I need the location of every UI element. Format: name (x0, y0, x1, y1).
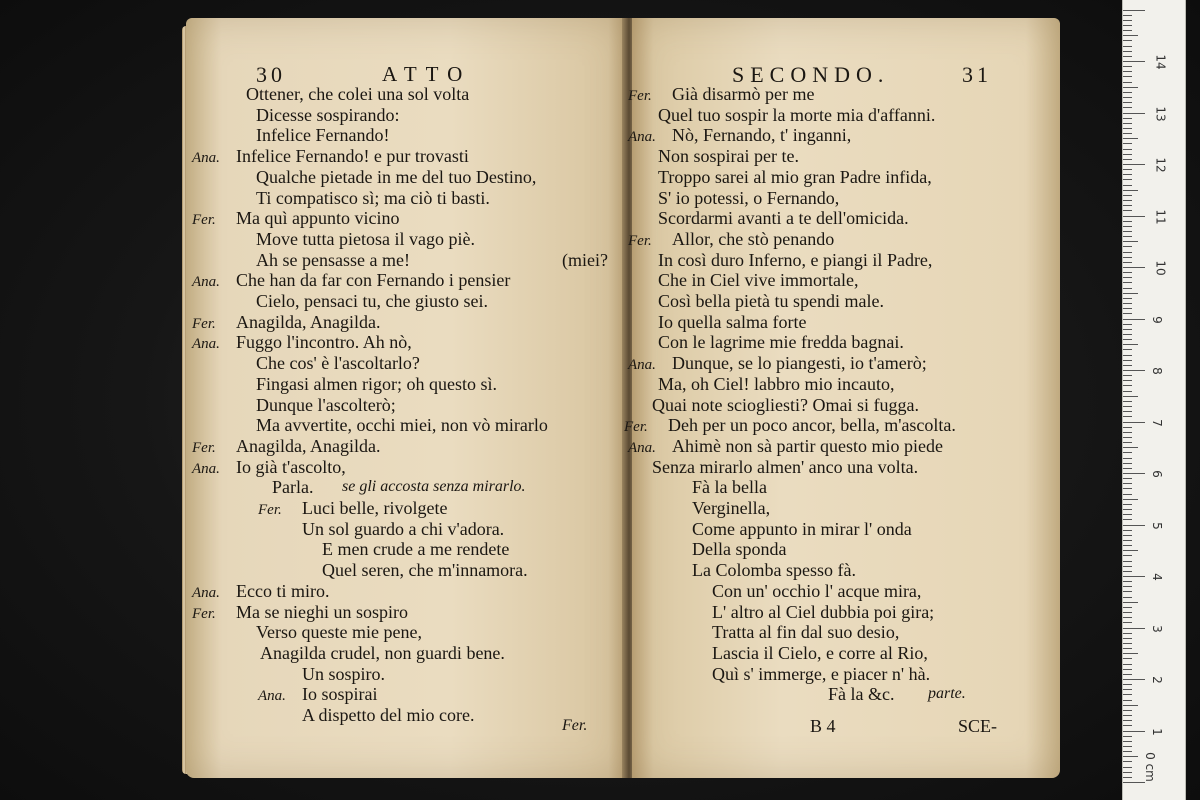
ruler-tick (1123, 40, 1132, 41)
ruler-tick (1123, 87, 1138, 88)
ruler-tick (1123, 416, 1132, 417)
right-verse-line: Fà la &c. (828, 684, 895, 705)
ruler-tick (1123, 154, 1132, 155)
left-verse-line: E men crude a me rendete (322, 539, 510, 560)
ruler-number: 11 (1153, 208, 1168, 225)
signature-mark: B 4 (810, 716, 836, 736)
right-verse-line: In così duro Inferno, e piangi il Padre, (658, 249, 933, 270)
left-page (186, 18, 626, 778)
ruler-tick (1123, 133, 1132, 134)
ruler-tick (1123, 123, 1132, 124)
ruler-tick (1123, 324, 1132, 325)
ruler-number: 12 (1153, 157, 1168, 173)
ruler-tick (1123, 463, 1132, 464)
ruler-tick (1123, 617, 1132, 618)
right-page-number: 31 (962, 62, 992, 87)
right-verse-line: Quel tuo sospir la morte mia d'affanni. (658, 104, 936, 125)
ruler-tick (1123, 679, 1145, 680)
ruler-tick (1123, 653, 1138, 654)
ruler-tick (1123, 658, 1132, 659)
ruler-tick (1123, 628, 1145, 629)
ruler-tick (1123, 715, 1132, 716)
ruler-tick (1123, 236, 1132, 237)
ruler-number: 3 (1149, 624, 1164, 633)
left-verse-line: Fuggo l'incontro. Ah nò, (236, 332, 412, 353)
ruler-tick (1123, 190, 1138, 191)
ruler-tick (1123, 46, 1132, 47)
left-speaker: Ana. (192, 150, 220, 167)
ruler-tick (1123, 746, 1132, 747)
right-verse-line: Allor, che stò penando (672, 228, 835, 249)
ruler-tick (1123, 174, 1132, 175)
ruler-tick (1123, 777, 1132, 778)
ruler-tick (1123, 401, 1132, 402)
left-speaker: Fer. (192, 212, 216, 229)
right-verse-line: Deh per un poco ancor, bella, m'ascolta. (668, 415, 956, 436)
ruler-tick (1123, 252, 1132, 253)
ruler-tick (1123, 241, 1138, 242)
ruler-number: 9 (1149, 315, 1164, 324)
left-verse-overflow: (miei? (562, 249, 608, 270)
ruler-tick (1123, 143, 1132, 144)
ruler-tick (1123, 427, 1132, 428)
ruler-tick (1123, 293, 1138, 294)
left-verse-line: Anagilda crudel, non guardi bene. (260, 642, 505, 663)
ruler-number: 7 (1149, 418, 1164, 427)
ruler-tick (1123, 499, 1138, 500)
ruler-tick (1123, 164, 1145, 165)
ruler-tick (1123, 452, 1132, 453)
left-speaker: Fer. (192, 605, 216, 622)
ruler-tick (1123, 566, 1132, 567)
left-page-number: 30 (256, 62, 286, 87)
ruler-tick (1123, 751, 1132, 752)
left-speaker: Ana. (192, 460, 220, 477)
left-verse-line: Dunque l'ascolterò; (256, 394, 396, 415)
ruler-tick (1123, 406, 1132, 407)
ruler-tick (1123, 530, 1132, 531)
ruler-tick (1123, 210, 1132, 211)
ruler-tick (1123, 514, 1132, 515)
left-verse-line: Un sol guardo a chi v'adora. (302, 518, 505, 539)
ruler-number: 2 (1149, 676, 1164, 684)
ruler-tick (1123, 97, 1132, 98)
ruler-tick (1123, 761, 1132, 762)
right-verse-line: Non sospirai per te. (658, 146, 799, 167)
ruler-tick (1123, 581, 1132, 582)
ruler-tick (1123, 262, 1132, 263)
ruler-tick (1123, 689, 1132, 690)
ruler-tick (1123, 555, 1132, 556)
ruler-tick (1123, 282, 1132, 283)
right-speaker: Fer. (628, 232, 652, 249)
ruler-tick (1123, 107, 1132, 108)
left-speaker: Ana. (192, 584, 220, 601)
ruler-tick (1123, 246, 1132, 247)
ruler-tick (1123, 741, 1132, 742)
right-verse-line: Con un' occhio l' acque mira, (712, 580, 922, 601)
ruler-number: 1 (1149, 727, 1164, 736)
right-verse-line: Verginella, (692, 498, 771, 518)
ruler-tick (1123, 92, 1132, 93)
ruler-number: 6 (1149, 470, 1164, 478)
ruler-tick (1123, 550, 1138, 551)
left-speaker: Fer. (192, 439, 216, 456)
ruler-tick (1123, 303, 1132, 304)
ruler-tick (1123, 257, 1132, 258)
left-verse-line: Un sospiro. (302, 663, 386, 684)
right-verse-line: Come appunto in mirar l' onda (692, 518, 912, 539)
ruler-tick (1123, 411, 1132, 412)
ruler-tick (1123, 365, 1132, 366)
ruler-tick (1123, 10, 1145, 11)
ruler-tick (1123, 267, 1145, 268)
ruler-tick (1123, 720, 1132, 721)
left-catchword: Fer. (562, 717, 588, 734)
ruler-tick (1123, 432, 1132, 433)
ruler-tick (1123, 694, 1132, 695)
ruler-tick (1123, 607, 1132, 608)
ruler-tick (1123, 519, 1132, 520)
left-running-head: ATTO (382, 62, 472, 86)
ruler-tick (1123, 767, 1132, 768)
right-verse-line: Quai note sciogliesti? Omai si fugga. (652, 394, 919, 415)
left-verse-line: Parla. (272, 477, 314, 498)
ruler-tick (1123, 277, 1132, 278)
ruler-tick (1123, 437, 1132, 438)
ruler-tick (1123, 360, 1132, 361)
right-verse-line: Scordarmi avanti a te dell'omicida. (658, 208, 909, 229)
ruler-tick (1123, 705, 1138, 706)
ruler-tick (1123, 772, 1132, 773)
ruler-tick (1123, 319, 1145, 320)
ruler-tick (1123, 179, 1132, 180)
left-stage-direction: se gli accosta senza mirarlo. (342, 478, 526, 496)
ruler-tick (1123, 638, 1132, 639)
ruler-tick (1123, 25, 1132, 26)
right-verse-line: Che in Ciel vive immortale, (658, 270, 859, 291)
right-verse-line: Della sponda (692, 539, 787, 560)
ruler-tick (1123, 329, 1132, 330)
ruler-tick (1123, 216, 1145, 217)
left-verse-line: Verso queste mie pene, (256, 622, 422, 643)
ruler-tick (1123, 422, 1145, 423)
left-verse-line: Infelice Fernando! (256, 125, 390, 146)
left-speaker: Ana. (192, 274, 220, 291)
left-verse-line: Qualche pietade in me del tuo Destino, (256, 166, 537, 187)
ruler-tick (1123, 736, 1132, 737)
ruler-tick (1123, 633, 1132, 634)
right-verse-line: Senza mirarlo almen' anco una volta. (652, 456, 919, 477)
left-verse-line: Cielo, pensaci tu, che giusto sei. (256, 291, 488, 311)
ruler-tick (1123, 458, 1132, 459)
left-verse-line: Anagilda, Anagilda. (236, 435, 381, 456)
ruler-tick (1123, 468, 1132, 469)
left-verse-line: Ah se pensasse a me! (256, 249, 410, 270)
ruler-tick (1123, 272, 1132, 273)
ruler-tick (1123, 396, 1138, 397)
ruler-tick (1123, 118, 1132, 119)
left-verse-line: Anagilda, Anagilda. (236, 311, 381, 332)
ruler-tick (1123, 586, 1132, 587)
ruler-tick (1123, 385, 1132, 386)
ruler-tick (1123, 185, 1132, 186)
open-book (186, 18, 1060, 780)
ruler-tick (1123, 298, 1132, 299)
ruler-tick (1123, 61, 1145, 62)
right-verse-line: Fà la bella (692, 477, 767, 498)
ruler-tick (1123, 308, 1132, 309)
ruler-tick (1123, 380, 1132, 381)
ruler-tick (1123, 561, 1132, 562)
left-speaker: Ana. (192, 336, 220, 353)
ruler-number: 14 (1153, 54, 1168, 70)
left-verse-line: Ottener, che colei una sol volta (246, 84, 470, 104)
ruler-tick (1123, 344, 1138, 345)
right-verse-line: Troppo sarei al mio gran Padre infida, (658, 166, 932, 187)
left-verse-line: Quel seren, che m'innamora. (322, 560, 528, 581)
right-speaker: Fer. (628, 88, 652, 104)
right-verse-line: Con le lagrime mie fredda bagnai. (658, 332, 904, 353)
left-verse-line: A dispetto del mio core. (302, 705, 475, 725)
left-verse-line: Dicesse sospirando: (256, 104, 400, 125)
left-verse-line: Ma quì appunto vicino (236, 208, 400, 229)
ruler-tick (1123, 571, 1132, 572)
right-catchword: SCE- (958, 716, 998, 736)
left-verse-line: Ma se nieghi un sospiro (236, 601, 408, 622)
left-verse-line: Infelice Fernando! e pur trovasti (236, 146, 469, 167)
right-verse-line: Ma, oh Ciel! labbro mio incauto, (658, 373, 895, 394)
ruler-tick (1123, 51, 1132, 52)
right-verse-line: Nò, Fernando, t' inganni, (672, 125, 852, 146)
left-verse-line: Move tutta pietosa il vago piè. (256, 228, 475, 249)
ruler-number: 5 (1149, 521, 1164, 530)
ruler-tick (1123, 504, 1132, 505)
ruler-tick (1123, 782, 1145, 783)
left-verse-line: Ecco ti miro. (236, 580, 330, 601)
right-verse-line: Lascia il Cielo, e corre al Rio, (712, 642, 928, 663)
ruler-tick (1123, 56, 1132, 57)
ruler-tick (1123, 648, 1132, 649)
ruler-tick (1123, 525, 1145, 526)
right-verse-line: L' altro al Ciel dubbia poi gira; (712, 601, 935, 622)
ruler-tick (1123, 684, 1132, 685)
right-speaker: Ana. (628, 439, 656, 456)
ruler-tick (1123, 612, 1132, 613)
ruler-tick (1123, 138, 1138, 139)
ruler-tick (1123, 391, 1132, 392)
ruler-tick (1123, 226, 1132, 227)
ruler-tick (1123, 355, 1132, 356)
ruler-tick (1123, 288, 1132, 289)
ruler-tick (1123, 473, 1145, 474)
ruler-tick (1123, 622, 1132, 623)
right-verse-line: Tratta al fin dal suo desio, (712, 622, 900, 643)
ruler-tick (1123, 200, 1132, 201)
ruler-tick (1123, 149, 1132, 150)
right-speaker: Ana. (628, 129, 656, 146)
ruler-tick (1123, 700, 1132, 701)
left-verse-line: Ti compatisco sì; ma ciò ti basti. (256, 187, 490, 208)
right-verse-line: Già disarmò per me (672, 84, 815, 104)
right-speaker: Fer. (624, 419, 648, 436)
ruler-tick (1123, 102, 1132, 103)
ruler-tick (1123, 159, 1132, 160)
right-verse-line: Dunque, se lo piangesti, io t'amerò; (672, 353, 927, 374)
ruler-tick (1123, 15, 1132, 16)
right-verse-line: Ahimè non sà partir questo mio piede (672, 435, 943, 456)
ruler-tick (1123, 442, 1132, 443)
measuring-ruler (1122, 0, 1186, 800)
ruler-tick (1123, 128, 1132, 129)
ruler-number: 13 (1153, 105, 1168, 122)
ruler-tick (1123, 447, 1138, 448)
ruler-tick (1123, 169, 1132, 170)
left-verse-line: Ma avvertite, occhi miei, non vò mirarlo (256, 415, 548, 436)
ruler-tick (1123, 76, 1132, 77)
ruler-tick (1123, 231, 1132, 232)
ruler-tick (1123, 71, 1132, 72)
right-verse-line: Così bella pietà tu spendi male. (658, 291, 884, 311)
left-verse-line: Io già t'ascolto, (236, 456, 346, 477)
left-verse-line: Fingasi almen rigor; oh questo sì. (256, 373, 497, 394)
ruler-tick (1123, 540, 1132, 541)
right-verse-line: S' io potessi, o Fernando, (658, 187, 840, 208)
ruler-unit-label: 0 cm (1142, 752, 1157, 782)
right-stage-direction: parte. (928, 685, 966, 703)
ruler-tick (1123, 313, 1132, 314)
right-verse-line: Quì s' immerge, e piacer n' hà. (712, 663, 931, 684)
ruler-tick (1123, 113, 1145, 114)
ruler-tick (1123, 509, 1132, 510)
left-speaker: Fer. (192, 315, 216, 332)
ruler-tick (1123, 375, 1132, 376)
ruler-tick (1123, 597, 1132, 598)
ruler-tick (1123, 674, 1132, 675)
ruler-number: 8 (1149, 367, 1164, 375)
left-verse-line: Che han da far con Fernando i pensier (236, 270, 511, 291)
ruler-tick (1123, 349, 1132, 350)
ruler-tick (1123, 221, 1132, 222)
right-verse-line: La Colomba spesso fà. (692, 560, 856, 581)
ruler-tick (1123, 205, 1132, 206)
ruler-tick (1123, 483, 1132, 484)
ruler-tick (1123, 643, 1132, 644)
ruler-tick (1123, 576, 1145, 577)
ruler-number: 10 (1153, 260, 1168, 276)
left-verse-line: Luci belle, rivolgete (302, 498, 448, 518)
left-speaker: Fer. (258, 502, 282, 518)
ruler-tick (1123, 82, 1132, 83)
right-page (624, 18, 1060, 778)
ruler-tick (1123, 35, 1138, 36)
ruler-tick (1123, 725, 1132, 726)
ruler-tick (1123, 591, 1132, 592)
ruler-number: 4 (1149, 573, 1164, 581)
ruler-tick (1123, 731, 1145, 732)
ruler-tick (1123, 30, 1132, 31)
ruler-tick (1123, 20, 1132, 21)
ruler-tick (1123, 488, 1132, 489)
ruler-tick (1123, 710, 1132, 711)
left-speaker: Ana. (258, 688, 286, 705)
ruler-tick (1123, 664, 1132, 665)
ruler-tick (1123, 334, 1132, 335)
right-speaker: Ana. (628, 357, 656, 374)
ruler-tick (1123, 756, 1138, 757)
ruler-tick (1123, 370, 1145, 371)
left-verse-line: Che cos' è l'ascoltarlo? (256, 353, 420, 374)
ruler-tick (1123, 602, 1138, 603)
ruler-tick (1123, 478, 1132, 479)
ruler-tick (1123, 545, 1132, 546)
left-verse-line: Io sospirai (302, 684, 378, 705)
ruler-tick (1123, 494, 1132, 495)
ruler-tick (1123, 66, 1132, 67)
ruler-tick (1123, 195, 1132, 196)
ruler-tick (1123, 339, 1132, 340)
right-verse-line: Io quella salma forte (658, 311, 807, 332)
right-running-head: SECONDO. (732, 62, 890, 87)
ruler-tick (1123, 669, 1132, 670)
ruler-tick (1123, 535, 1132, 536)
